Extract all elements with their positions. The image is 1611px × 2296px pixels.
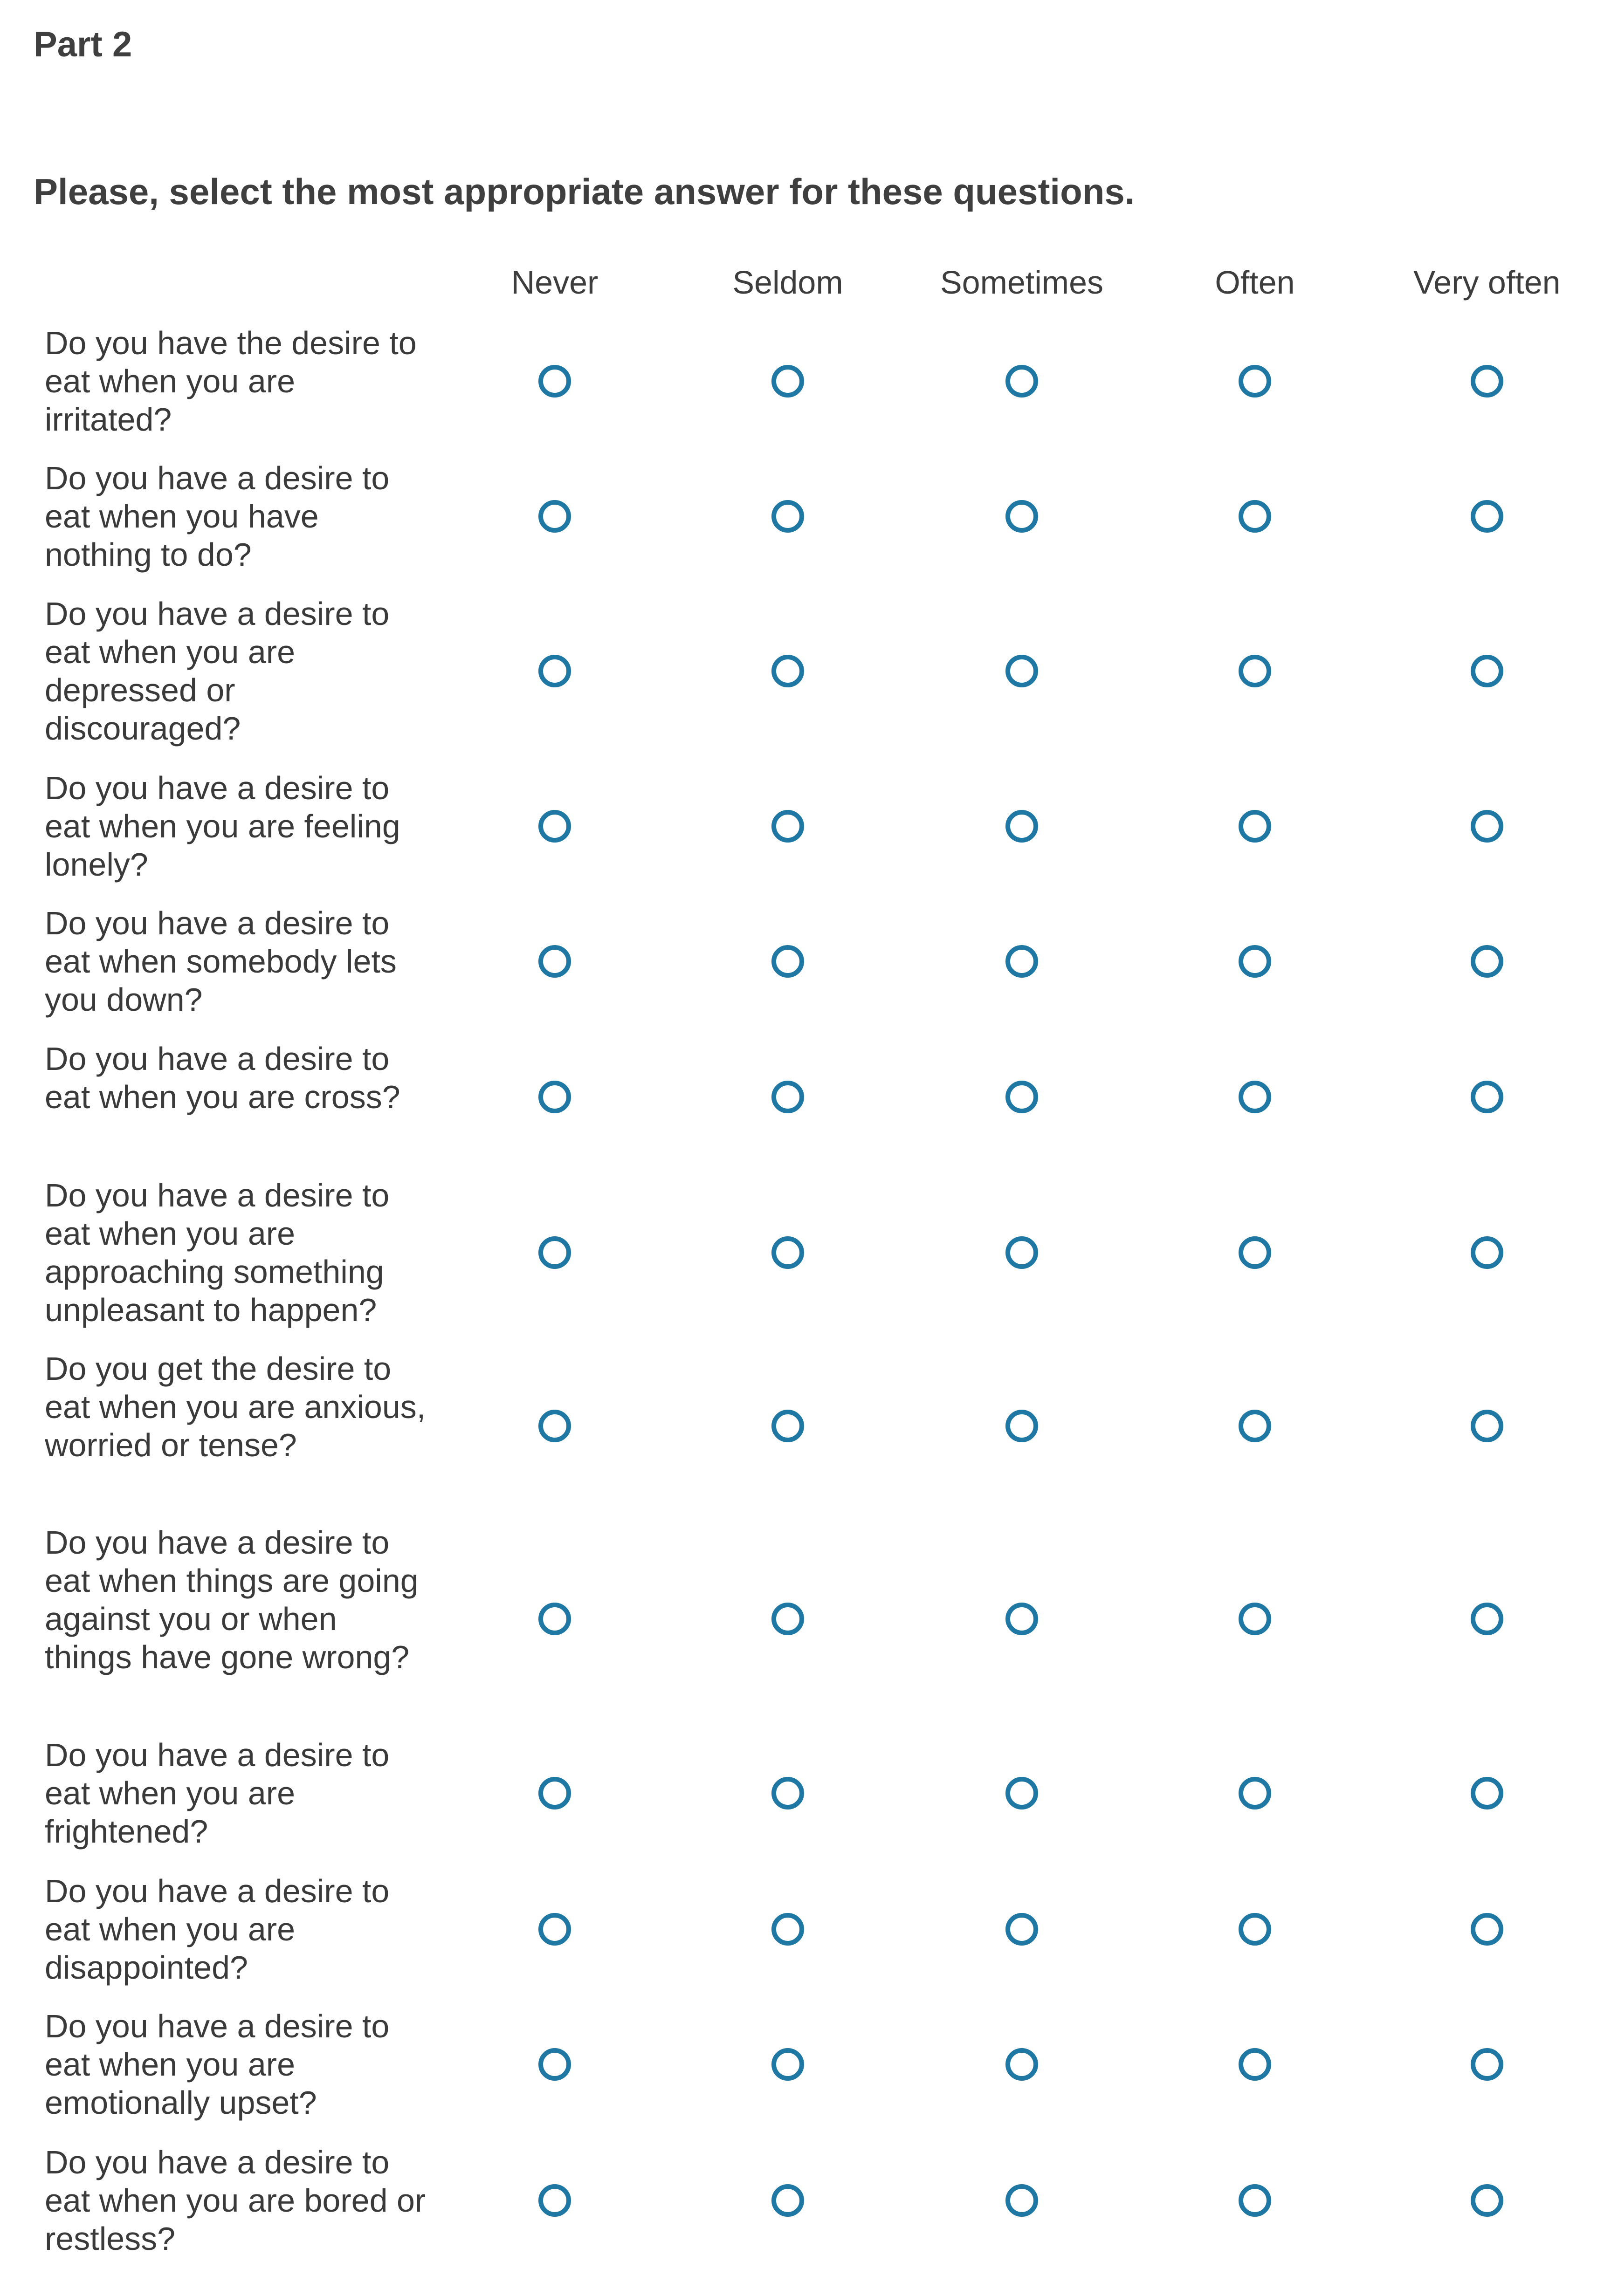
radio-q6-seldom[interactable] [771,1081,804,1113]
radio-q5-seldom[interactable] [771,945,804,978]
radio-q11-seldom[interactable] [771,1913,804,1946]
radio-q12-seldom[interactable] [771,2048,804,2081]
question-text-5: Do you have a desire to eat when somebody lets you down? [45,905,397,1018]
question-text-13: Do you have a desire to eat when you are bored or restless? [45,2144,426,2257]
radio-q7-seldom[interactable] [771,1236,804,1269]
radio-q8-seldom[interactable] [771,1410,804,1442]
radio-q5-sometimes[interactable] [1005,945,1038,978]
radio-q6-often[interactable] [1239,1081,1271,1113]
radio-q1-very-often[interactable] [1471,365,1503,398]
radio-q9-sometimes[interactable] [1005,1603,1038,1635]
radio-q8-sometimes[interactable] [1005,1410,1038,1442]
radio-q8-very-often[interactable] [1471,1410,1503,1442]
radio-q4-never[interactable] [538,810,571,843]
radio-q1-never[interactable] [538,365,571,398]
radio-q10-sometimes[interactable] [1005,1777,1038,1809]
radio-q7-often[interactable] [1239,1236,1271,1269]
radio-q6-sometimes[interactable] [1005,1081,1038,1113]
radio-q1-seldom[interactable] [771,365,804,398]
radio-q2-often[interactable] [1239,500,1271,533]
radio-q11-often[interactable] [1239,1913,1271,1946]
radio-q12-never[interactable] [538,2048,571,2081]
column-header-never: Never [511,264,599,301]
radio-q13-never[interactable] [538,2184,571,2217]
radio-q3-often[interactable] [1239,655,1271,687]
radio-q10-very-often[interactable] [1471,1777,1503,1809]
radio-q7-very-often[interactable] [1471,1236,1503,1269]
radio-q4-very-often[interactable] [1471,810,1503,843]
radio-q6-never[interactable] [538,1081,571,1113]
radio-q13-seldom[interactable] [771,2184,804,2217]
radio-q7-never[interactable] [538,1236,571,1269]
radio-q1-sometimes[interactable] [1005,365,1038,398]
radio-q9-seldom[interactable] [771,1603,804,1635]
radio-q3-very-often[interactable] [1471,655,1503,687]
radio-q2-sometimes[interactable] [1005,500,1038,533]
radio-q8-never[interactable] [538,1410,571,1442]
radio-q13-sometimes[interactable] [1005,2184,1038,2217]
radio-q10-never[interactable] [538,1777,571,1809]
question-text-10: Do you have a desire to eat when you are frightened? [45,1737,390,1850]
radio-q13-very-often[interactable] [1471,2184,1503,2217]
question-text-8: Do you get the desire to eat when you are anxious, worried or tense? [45,1350,426,1463]
question-text-6: Do you have a desire to eat when you are cross? [45,1041,400,1115]
question-text-9: Do you have a desire to eat when things are going against you or when things have gone wrong? [45,1524,419,1675]
radio-q3-never[interactable] [538,655,571,687]
radio-q4-seldom[interactable] [771,810,804,843]
question-text-12: Do you have a desire to eat when you are emotionally upset? [45,2008,390,2121]
radio-q9-never[interactable] [538,1603,571,1635]
column-header-often: Often [1215,264,1295,301]
radio-q13-often[interactable] [1239,2184,1271,2217]
radio-q5-often[interactable] [1239,945,1271,978]
instructions-heading: Please, select the most appropriate answer for these questions. [34,171,1135,212]
question-text-4: Do you have a desire to eat when you are feeling lonely? [45,770,400,883]
radio-q2-never[interactable] [538,500,571,533]
radio-q9-often[interactable] [1239,1603,1271,1635]
radio-q1-often[interactable] [1239,365,1271,398]
radio-q3-sometimes[interactable] [1005,655,1038,687]
radio-q4-sometimes[interactable] [1005,810,1038,843]
radio-q12-sometimes[interactable] [1005,2048,1038,2081]
radio-q10-seldom[interactable] [771,1777,804,1809]
column-header-sometimes: Sometimes [940,264,1104,301]
radio-q12-often[interactable] [1239,2048,1271,2081]
radio-q9-very-often[interactable] [1471,1603,1503,1635]
radio-q11-very-often[interactable] [1471,1913,1503,1946]
question-text-7: Do you have a desire to eat when you are approaching something unpleasant to happen? [45,1177,390,1328]
radio-q7-sometimes[interactable] [1005,1236,1038,1269]
question-text-2: Do you have a desire to eat when you have nothing to do? [45,460,390,573]
radio-q2-very-often[interactable] [1471,500,1503,533]
column-header-very-often: Very often [1413,264,1561,301]
radio-q4-often[interactable] [1239,810,1271,843]
question-text-3: Do you have a desire to eat when you are depressed or discouraged? [45,596,390,747]
radio-q11-sometimes[interactable] [1005,1913,1038,1946]
question-text-1: Do you have the desire to eat when you are irritated? [45,325,417,438]
radio-q5-never[interactable] [538,945,571,978]
radio-q10-often[interactable] [1239,1777,1271,1809]
radio-q8-often[interactable] [1239,1410,1271,1442]
radio-q5-very-often[interactable] [1471,945,1503,978]
radio-q2-seldom[interactable] [771,500,804,533]
column-header-seldom: Seldom [732,264,843,301]
radio-q11-never[interactable] [538,1913,571,1946]
part-title: Part 2 [34,25,132,64]
question-text-11: Do you have a desire to eat when you are disappointed? [45,1873,390,1986]
radio-q3-seldom[interactable] [771,655,804,687]
radio-q12-very-often[interactable] [1471,2048,1503,2081]
radio-q6-very-often[interactable] [1471,1081,1503,1113]
